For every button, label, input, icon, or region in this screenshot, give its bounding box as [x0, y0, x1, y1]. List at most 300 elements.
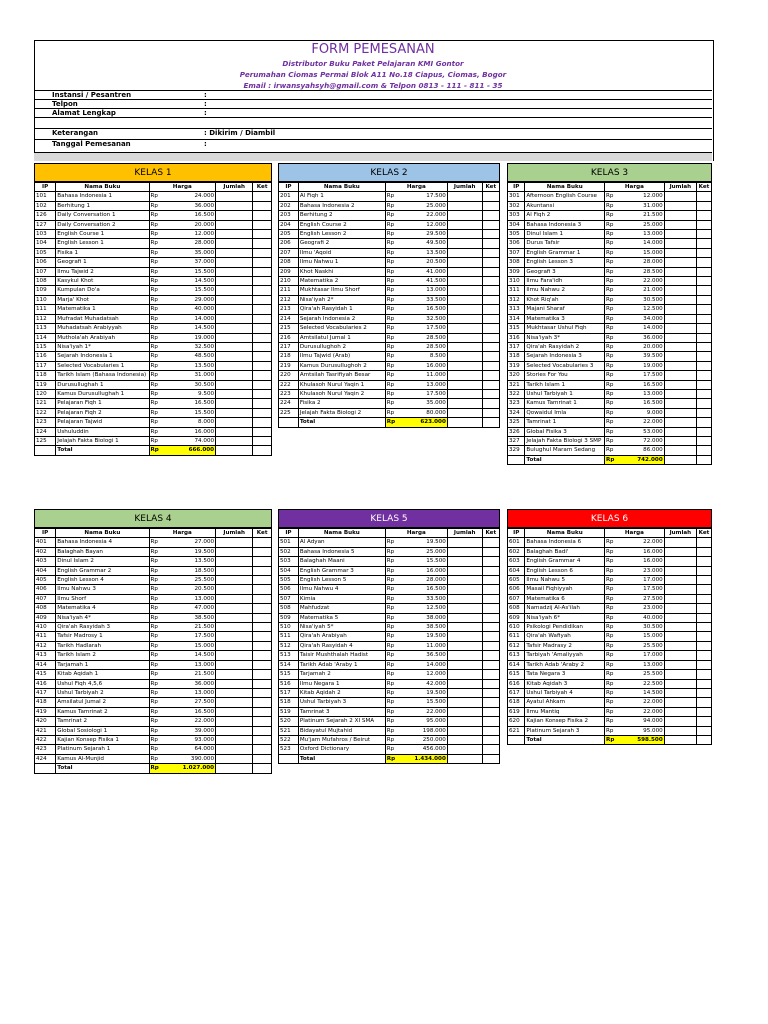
ket-input[interactable] [697, 408, 712, 417]
jumlah-input[interactable] [447, 576, 482, 585]
jumlah-input[interactable] [447, 399, 482, 408]
ket-input[interactable] [482, 651, 499, 660]
jumlah-input[interactable] [664, 211, 696, 220]
jumlah-input[interactable] [447, 698, 482, 707]
jumlah-input[interactable] [216, 192, 253, 201]
jumlah-input[interactable] [447, 688, 482, 697]
jumlah-input[interactable] [664, 324, 696, 333]
ket-input[interactable] [253, 399, 272, 408]
ket-input[interactable] [697, 726, 712, 735]
jumlah-input[interactable] [216, 239, 253, 248]
ket-input[interactable] [482, 295, 499, 304]
jumlah-input[interactable] [216, 324, 253, 333]
jumlah-input[interactable] [447, 735, 482, 744]
ket-input[interactable] [697, 557, 712, 566]
ket-input[interactable] [697, 239, 712, 248]
ket-input[interactable] [697, 632, 712, 641]
jumlah-input[interactable] [664, 427, 696, 436]
jumlah-input[interactable] [216, 623, 253, 632]
ket-input[interactable] [482, 688, 499, 697]
ket-input[interactable] [253, 389, 272, 398]
jumlah-input[interactable] [664, 679, 696, 688]
jumlah-input[interactable] [664, 220, 696, 229]
ket-input[interactable] [697, 230, 712, 239]
jumlah-input[interactable] [664, 538, 696, 547]
ket-input[interactable] [482, 594, 499, 603]
ket-input[interactable] [253, 408, 272, 417]
ket-input[interactable] [253, 314, 272, 323]
jumlah-input[interactable] [664, 192, 696, 201]
jumlah-input[interactable] [447, 726, 482, 735]
jumlah-input[interactable] [447, 230, 482, 239]
ket-input[interactable] [697, 201, 712, 210]
ket-input[interactable] [253, 286, 272, 295]
ket-input[interactable] [253, 613, 272, 622]
jumlah-input[interactable] [216, 295, 253, 304]
book-ip: 603 [508, 557, 525, 566]
jumlah-input[interactable] [216, 352, 253, 361]
ket-input[interactable] [697, 547, 712, 556]
ket-input[interactable] [482, 557, 499, 566]
jumlah-input[interactable] [447, 594, 482, 603]
ket-input[interactable] [253, 726, 272, 735]
jumlah-input[interactable] [447, 277, 482, 286]
jumlah-input[interactable] [216, 286, 253, 295]
ket-input[interactable] [697, 436, 712, 445]
jumlah-input[interactable] [664, 641, 696, 650]
jumlah-input[interactable] [447, 324, 482, 333]
ket-input[interactable] [482, 258, 499, 267]
ket-input[interactable] [253, 342, 272, 351]
jumlah-input[interactable] [447, 267, 482, 276]
ket-input[interactable] [253, 201, 272, 210]
ket-input[interactable] [253, 651, 272, 660]
ket-input[interactable] [482, 707, 499, 716]
ket-input[interactable] [482, 305, 499, 314]
jumlah-input[interactable] [664, 418, 696, 427]
jumlah-input[interactable] [664, 613, 696, 622]
jumlah-input[interactable] [447, 248, 482, 257]
ket-input[interactable] [482, 314, 499, 323]
jumlah-input[interactable] [216, 557, 253, 566]
jumlah-input[interactable] [664, 342, 696, 351]
ket-input[interactable] [482, 239, 499, 248]
jumlah-input[interactable] [447, 380, 482, 389]
ket-input[interactable] [482, 361, 499, 370]
ket-input[interactable] [253, 566, 272, 575]
ket-input[interactable] [482, 211, 499, 220]
ket-input[interactable] [482, 566, 499, 575]
jumlah-input[interactable] [664, 576, 696, 585]
jumlah-input[interactable] [447, 632, 482, 641]
jumlah-input[interactable] [216, 380, 253, 389]
jumlah-input[interactable] [216, 371, 253, 380]
ket-input[interactable] [482, 277, 499, 286]
jumlah-input[interactable] [216, 547, 253, 556]
ket-input[interactable] [253, 211, 272, 220]
jumlah-input[interactable] [216, 660, 253, 669]
jumlah-input[interactable] [216, 688, 253, 697]
ket-input[interactable] [253, 267, 272, 276]
ket-input[interactable] [697, 220, 712, 229]
ket-input[interactable] [482, 192, 499, 201]
jumlah-input[interactable] [447, 707, 482, 716]
jumlah-input[interactable] [664, 698, 696, 707]
ket-input[interactable] [253, 754, 272, 763]
jumlah-input[interactable] [447, 604, 482, 613]
jumlah-input[interactable] [447, 557, 482, 566]
jumlah-input[interactable] [664, 632, 696, 641]
ket-input[interactable] [253, 258, 272, 267]
ket-input[interactable] [482, 698, 499, 707]
jumlah-input[interactable] [216, 427, 253, 436]
ket-input[interactable] [253, 698, 272, 707]
jumlah-input[interactable] [664, 267, 696, 276]
jumlah-input[interactable] [216, 651, 253, 660]
jumlah-input[interactable] [664, 585, 696, 594]
jumlah-input[interactable] [447, 566, 482, 575]
jumlah-input[interactable] [447, 211, 482, 220]
ket-input[interactable] [253, 670, 272, 679]
jumlah-input[interactable] [216, 361, 253, 370]
ket-input[interactable] [697, 679, 712, 688]
jumlah-input[interactable] [447, 679, 482, 688]
jumlah-input[interactable] [216, 305, 253, 314]
jumlah-input[interactable] [447, 361, 482, 370]
jumlah-input[interactable] [664, 436, 696, 445]
ket-input[interactable] [482, 632, 499, 641]
ket-input[interactable] [482, 623, 499, 632]
jumlah-input[interactable] [216, 613, 253, 622]
jumlah-input[interactable] [216, 707, 253, 716]
jumlah-input[interactable] [216, 258, 253, 267]
ket-input[interactable] [253, 277, 272, 286]
jumlah-input[interactable] [216, 585, 253, 594]
jumlah-input[interactable] [447, 660, 482, 669]
ket-input[interactable] [482, 248, 499, 257]
jumlah-input[interactable] [447, 745, 482, 754]
jumlah-input[interactable] [664, 314, 696, 323]
ket-input[interactable] [482, 735, 499, 744]
jumlah-input[interactable] [216, 436, 253, 445]
ket-input[interactable] [697, 594, 712, 603]
jumlah-input[interactable] [664, 361, 696, 370]
jumlah-input[interactable] [664, 239, 696, 248]
jumlah-input[interactable] [447, 220, 482, 229]
jumlah-input[interactable] [664, 286, 696, 295]
jumlah-input[interactable] [447, 201, 482, 210]
ket-input[interactable] [253, 717, 272, 726]
ket-input[interactable] [697, 604, 712, 613]
jumlah-input[interactable] [216, 408, 253, 417]
ket-input[interactable] [697, 192, 712, 201]
ket-input[interactable] [253, 745, 272, 754]
ket-input[interactable] [697, 305, 712, 314]
jumlah-input[interactable] [447, 333, 482, 342]
jumlah-input[interactable] [447, 192, 482, 201]
ket-input[interactable] [482, 717, 499, 726]
ket-input[interactable] [253, 324, 272, 333]
info-value-field[interactable]: : [204, 109, 207, 117]
jumlah-input[interactable] [447, 352, 482, 361]
jumlah-input[interactable] [216, 735, 253, 744]
jumlah-input[interactable] [447, 305, 482, 314]
ket-input[interactable] [697, 688, 712, 697]
ket-input[interactable] [253, 594, 272, 603]
ket-input[interactable] [482, 408, 499, 417]
jumlah-input[interactable] [216, 754, 253, 763]
jumlah-input[interactable] [216, 220, 253, 229]
jumlah-input[interactable] [216, 576, 253, 585]
jumlah-input[interactable] [664, 557, 696, 566]
jumlah-input[interactable] [216, 333, 253, 342]
jumlah-input[interactable] [664, 295, 696, 304]
ket-input[interactable] [697, 352, 712, 361]
jumlah-input[interactable] [447, 538, 482, 547]
ket-input[interactable] [697, 267, 712, 276]
ket-input[interactable] [482, 745, 499, 754]
ket-input[interactable] [253, 604, 272, 613]
ket-input[interactable] [253, 239, 272, 248]
jumlah-input[interactable] [447, 389, 482, 398]
ket-input[interactable] [482, 352, 499, 361]
ket-input[interactable] [482, 324, 499, 333]
jumlah-input[interactable] [216, 314, 253, 323]
ket-input[interactable] [253, 547, 272, 556]
ket-input[interactable] [697, 286, 712, 295]
ket-input[interactable] [697, 623, 712, 632]
jumlah-input[interactable] [664, 248, 696, 257]
ket-input[interactable] [697, 641, 712, 650]
jumlah-input[interactable] [216, 342, 253, 351]
jumlah-input[interactable] [664, 566, 696, 575]
ket-input[interactable] [697, 324, 712, 333]
ket-input[interactable] [482, 399, 499, 408]
jumlah-input[interactable] [216, 632, 253, 641]
info-value-field[interactable]: : Dikirim / Diambil [204, 129, 276, 137]
ket-input[interactable] [697, 371, 712, 380]
ket-input[interactable] [697, 698, 712, 707]
jumlah-input[interactable] [447, 623, 482, 632]
ket-input[interactable] [253, 230, 272, 239]
ket-input[interactable] [253, 688, 272, 697]
ket-input[interactable] [697, 538, 712, 547]
jumlah-input[interactable] [664, 623, 696, 632]
jumlah-input[interactable] [447, 314, 482, 323]
ket-input[interactable] [482, 604, 499, 613]
jumlah-input[interactable] [216, 604, 253, 613]
ket-input[interactable] [253, 436, 272, 445]
ket-input[interactable] [697, 660, 712, 669]
ket-input[interactable] [697, 295, 712, 304]
jumlah-input[interactable] [447, 239, 482, 248]
ket-input[interactable] [697, 361, 712, 370]
ket-input[interactable] [697, 333, 712, 342]
ket-input[interactable] [697, 446, 712, 455]
ket-input[interactable] [482, 538, 499, 547]
jumlah-input[interactable] [216, 641, 253, 650]
jumlah-input[interactable] [664, 371, 696, 380]
ket-input[interactable] [697, 707, 712, 716]
jumlah-input[interactable] [216, 211, 253, 220]
ket-input[interactable] [253, 660, 272, 669]
ket-input[interactable] [482, 371, 499, 380]
ket-input[interactable] [697, 258, 712, 267]
ket-input[interactable] [253, 192, 272, 201]
jumlah-input[interactable] [447, 641, 482, 650]
ket-input[interactable] [697, 427, 712, 436]
ket-input[interactable] [482, 267, 499, 276]
ket-input[interactable] [482, 679, 499, 688]
ket-input[interactable] [253, 220, 272, 229]
ket-input[interactable] [253, 707, 272, 716]
ket-input[interactable] [697, 651, 712, 660]
jumlah-input[interactable] [664, 389, 696, 398]
jumlah-input[interactable] [664, 305, 696, 314]
ket-input[interactable] [253, 538, 272, 547]
ket-input[interactable] [482, 201, 499, 210]
jumlah-input[interactable] [447, 651, 482, 660]
jumlah-input[interactable] [664, 333, 696, 342]
ket-input[interactable] [253, 735, 272, 744]
ket-input[interactable] [253, 427, 272, 436]
ket-input[interactable] [697, 389, 712, 398]
jumlah-input[interactable] [664, 380, 696, 389]
ket-input[interactable] [253, 585, 272, 594]
jumlah-input[interactable] [216, 538, 253, 547]
jumlah-input[interactable] [447, 670, 482, 679]
ket-input[interactable] [697, 418, 712, 427]
jumlah-input[interactable] [216, 594, 253, 603]
jumlah-input[interactable] [216, 248, 253, 257]
jumlah-input[interactable] [216, 670, 253, 679]
jumlah-input[interactable] [447, 286, 482, 295]
jumlah-input[interactable] [664, 258, 696, 267]
jumlah-input[interactable] [447, 408, 482, 417]
ket-input[interactable] [697, 576, 712, 585]
jumlah-input[interactable] [447, 717, 482, 726]
jumlah-input[interactable] [216, 399, 253, 408]
jumlah-input[interactable] [216, 389, 253, 398]
ket-input[interactable] [253, 295, 272, 304]
info-value-field[interactable]: : [204, 140, 207, 148]
ket-input[interactable] [697, 717, 712, 726]
jumlah-input[interactable] [216, 230, 253, 239]
ket-input[interactable] [253, 623, 272, 632]
jumlah-input[interactable] [664, 201, 696, 210]
ket-input[interactable] [482, 342, 499, 351]
jumlah-input[interactable] [664, 604, 696, 613]
ket-input[interactable] [482, 585, 499, 594]
jumlah-input[interactable] [664, 594, 696, 603]
ket-input[interactable] [253, 352, 272, 361]
jumlah-input[interactable] [447, 295, 482, 304]
jumlah-input[interactable] [447, 613, 482, 622]
ket-input[interactable] [482, 380, 499, 389]
jumlah-input[interactable] [447, 342, 482, 351]
jumlah-input[interactable] [216, 277, 253, 286]
jumlah-input[interactable] [216, 201, 253, 210]
jumlah-input[interactable] [664, 446, 696, 455]
jumlah-input[interactable] [664, 707, 696, 716]
jumlah-input[interactable] [664, 726, 696, 735]
jumlah-input[interactable] [447, 585, 482, 594]
ket-input[interactable] [482, 286, 499, 295]
ket-input[interactable] [482, 613, 499, 622]
ket-input[interactable] [482, 660, 499, 669]
ket-input[interactable] [697, 342, 712, 351]
info-value-field[interactable]: : [204, 91, 207, 99]
ket-input[interactable] [697, 566, 712, 575]
ket-input[interactable] [697, 314, 712, 323]
ket-input[interactable] [482, 641, 499, 650]
jumlah-input[interactable] [447, 547, 482, 556]
jumlah-input[interactable] [216, 418, 253, 427]
jumlah-input[interactable] [216, 745, 253, 754]
ket-input[interactable] [697, 380, 712, 389]
jumlah-input[interactable] [664, 399, 696, 408]
ket-input[interactable] [482, 333, 499, 342]
ket-input[interactable] [253, 371, 272, 380]
ket-input[interactable] [253, 418, 272, 427]
jumlah-input[interactable] [216, 267, 253, 276]
ket-input[interactable] [482, 547, 499, 556]
jumlah-input[interactable] [216, 566, 253, 575]
ket-input[interactable] [482, 576, 499, 585]
ket-input[interactable] [482, 230, 499, 239]
ket-input[interactable] [253, 361, 272, 370]
ket-input[interactable] [697, 670, 712, 679]
ket-input[interactable] [482, 389, 499, 398]
ket-input[interactable] [253, 380, 272, 389]
ket-input[interactable] [697, 211, 712, 220]
ket-input[interactable] [697, 399, 712, 408]
jumlah-input[interactable] [216, 726, 253, 735]
ket-input[interactable] [697, 277, 712, 286]
ket-input[interactable] [697, 248, 712, 257]
jumlah-input[interactable] [216, 679, 253, 688]
jumlah-input[interactable] [664, 660, 696, 669]
jumlah-input[interactable] [447, 371, 482, 380]
ket-input[interactable] [482, 670, 499, 679]
ket-input[interactable] [253, 576, 272, 585]
ket-input[interactable] [253, 632, 272, 641]
jumlah-input[interactable] [664, 651, 696, 660]
jumlah-input[interactable] [664, 688, 696, 697]
ket-input[interactable] [253, 248, 272, 257]
jumlah-input[interactable] [664, 230, 696, 239]
jumlah-input[interactable] [664, 670, 696, 679]
ket-input[interactable] [253, 333, 272, 342]
ket-input[interactable] [482, 726, 499, 735]
jumlah-input[interactable] [664, 408, 696, 417]
jumlah-input[interactable] [664, 547, 696, 556]
jumlah-input[interactable] [216, 698, 253, 707]
ket-input[interactable] [253, 679, 272, 688]
ket-input[interactable] [253, 557, 272, 566]
ket-input[interactable] [482, 220, 499, 229]
ket-input[interactable] [697, 585, 712, 594]
info-value-field[interactable]: : [204, 100, 207, 108]
jumlah-input[interactable] [447, 258, 482, 267]
jumlah-input[interactable] [664, 277, 696, 286]
jumlah-input[interactable] [216, 717, 253, 726]
jumlah-input[interactable] [664, 717, 696, 726]
jumlah-input[interactable] [664, 352, 696, 361]
ket-input[interactable] [253, 305, 272, 314]
ket-input[interactable] [253, 641, 272, 650]
ket-input[interactable] [697, 613, 712, 622]
